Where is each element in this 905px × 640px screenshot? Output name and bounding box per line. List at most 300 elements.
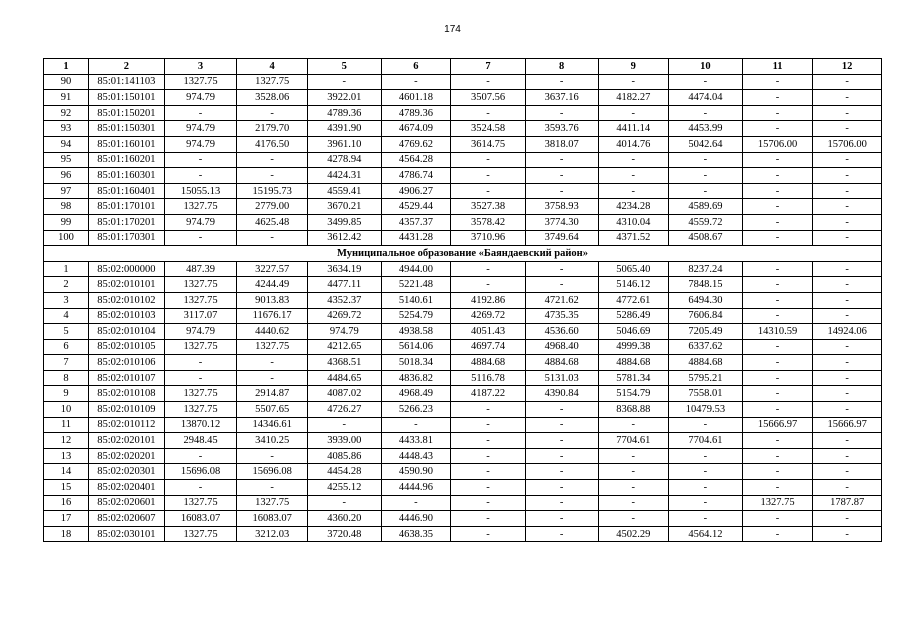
table-cell: 14310.59 [742, 324, 813, 340]
column-header: 5 [307, 59, 381, 75]
table-cell: 5042.64 [669, 136, 743, 152]
table-cell: - [742, 526, 813, 542]
column-header: 3 [164, 59, 237, 75]
table-cell: - [598, 152, 669, 168]
table-cell: - [742, 277, 813, 293]
table-cell: - [237, 152, 308, 168]
table-cell: 3507.56 [451, 90, 526, 106]
table-row [44, 121, 882, 137]
table-cell: - [742, 183, 813, 199]
table-body-section-heading [44, 246, 882, 262]
table-cell: - [742, 168, 813, 184]
table-cell: 11676.17 [237, 308, 308, 324]
table-cell: 4187.22 [451, 386, 526, 402]
table-cell: - [451, 402, 526, 418]
table-row [44, 152, 882, 168]
table-cell: 7606.84 [669, 308, 743, 324]
table-cell: - [669, 417, 743, 433]
table-cell: 4474.04 [669, 90, 743, 106]
table-cell: 3720.48 [307, 526, 381, 542]
column-header: 8 [525, 59, 598, 75]
table-cell: 85:02:000000 [89, 261, 165, 277]
table-cell: - [598, 183, 669, 199]
table-cell: - [525, 183, 598, 199]
table-cell: 974.79 [164, 121, 237, 137]
column-header: 1 [44, 59, 89, 75]
table-cell: - [742, 214, 813, 230]
table-cell: 8 [44, 370, 89, 386]
table-cell: 15666.97 [742, 417, 813, 433]
table-cell: 4444.96 [381, 480, 451, 496]
table-cell: 8368.88 [598, 402, 669, 418]
table-cell: 2914.87 [237, 386, 308, 402]
table-row [44, 74, 882, 90]
table-cell: 1327.75 [237, 495, 308, 511]
table-cell: - [525, 433, 598, 449]
table-cell: 4529.44 [381, 199, 451, 215]
table-cell: 4431.28 [381, 230, 451, 246]
table-cell: - [669, 464, 743, 480]
table-row [44, 402, 882, 418]
table-cell: 3 [44, 292, 89, 308]
table-cell: 12 [44, 433, 89, 449]
table-cell: - [237, 105, 308, 121]
table-cell: 5046.69 [598, 324, 669, 340]
table-cell: 15666.97 [813, 417, 882, 433]
table-cell: - [164, 152, 237, 168]
table-row [44, 511, 882, 527]
table-row [44, 136, 882, 152]
table-cell: 15706.00 [813, 136, 882, 152]
table-cell: - [813, 292, 882, 308]
table-cell: 85:02:030101 [89, 526, 165, 542]
column-header: 6 [381, 59, 451, 75]
table-cell: 85:02:010102 [89, 292, 165, 308]
table-cell: - [742, 292, 813, 308]
table-cell: - [742, 90, 813, 106]
table-cell: - [307, 495, 381, 511]
table-cell: 2779.00 [237, 199, 308, 215]
table-cell: 3410.25 [237, 433, 308, 449]
table-cell: - [451, 433, 526, 449]
table-cell: 4590.90 [381, 464, 451, 480]
table-cell: 7558.01 [669, 386, 743, 402]
table-cell: 5614.06 [381, 339, 451, 355]
table-cell: 4884.68 [598, 355, 669, 371]
table-cell: 4674.09 [381, 121, 451, 137]
table-cell: 4085.86 [307, 448, 381, 464]
table-cell: 1327.75 [164, 495, 237, 511]
table-row [44, 370, 882, 386]
table-cell: 4968.40 [525, 339, 598, 355]
table-cell: 1 [44, 261, 89, 277]
table-cell: 3499.85 [307, 214, 381, 230]
table-cell: - [669, 74, 743, 90]
table-cell: - [525, 74, 598, 90]
table-cell: - [237, 370, 308, 386]
table-cell: 85:02:020401 [89, 480, 165, 496]
table-cell: - [525, 495, 598, 511]
table-cell: 85:02:010105 [89, 339, 165, 355]
table-cell: - [742, 511, 813, 527]
table-cell: 4453.99 [669, 121, 743, 137]
table-cell: 1327.75 [164, 339, 237, 355]
table-cell: 3710.96 [451, 230, 526, 246]
table-cell: 4182.27 [598, 90, 669, 106]
table-cell: - [813, 168, 882, 184]
table-cell: 1327.75 [164, 292, 237, 308]
table-cell: 15 [44, 480, 89, 496]
table-cell: - [451, 277, 526, 293]
table-cell: - [598, 105, 669, 121]
table-cell: 4601.18 [381, 90, 451, 106]
table-cell: 9013.83 [237, 292, 308, 308]
table-cell: 1327.75 [164, 74, 237, 90]
table-cell: 4536.60 [525, 324, 598, 340]
table-cell: 4255.12 [307, 480, 381, 496]
table-cell: 4357.37 [381, 214, 451, 230]
table-cell: 85:02:020201 [89, 448, 165, 464]
table-cell: - [525, 417, 598, 433]
table-cell: 4368.51 [307, 355, 381, 371]
table-cell: 4735.35 [525, 308, 598, 324]
table-cell: 3614.75 [451, 136, 526, 152]
table-row [44, 90, 882, 106]
table-cell: 85:02:010104 [89, 324, 165, 340]
table-cell: 5065.40 [598, 261, 669, 277]
table-cell: - [669, 480, 743, 496]
table-cell: 85:01:150301 [89, 121, 165, 137]
table-cell: - [742, 433, 813, 449]
table-cell: - [813, 433, 882, 449]
table-cell: - [525, 448, 598, 464]
table-cell: - [598, 168, 669, 184]
table-cell: - [669, 511, 743, 527]
table-cell: 4448.43 [381, 448, 451, 464]
table-cell: 4433.81 [381, 433, 451, 449]
table-row [44, 292, 882, 308]
table-cell: - [813, 152, 882, 168]
table-cell: 5254.79 [381, 308, 451, 324]
section-title: Муниципальное образование «Баяндаевский район» [44, 246, 882, 262]
table-cell: 99 [44, 214, 89, 230]
table-cell: 85:01:160101 [89, 136, 165, 152]
table-cell: 5131.03 [525, 370, 598, 386]
table-cell: 4390.84 [525, 386, 598, 402]
table-cell: - [451, 183, 526, 199]
table-cell: 85:01:160301 [89, 168, 165, 184]
table-cell: - [237, 355, 308, 371]
table-cell: 98 [44, 199, 89, 215]
table-row [44, 355, 882, 371]
table-cell: - [813, 448, 882, 464]
table-cell: 4589.69 [669, 199, 743, 215]
table-cell: 4360.20 [307, 511, 381, 527]
column-header: 7 [451, 59, 526, 75]
table-cell: 4836.82 [381, 370, 451, 386]
table-cell: - [813, 511, 882, 527]
table-cell: 4906.27 [381, 183, 451, 199]
table-cell: 4477.11 [307, 277, 381, 293]
table-cell: - [237, 448, 308, 464]
table-cell: 8237.24 [669, 261, 743, 277]
table-row [44, 417, 882, 433]
table-cell: - [451, 74, 526, 90]
table-cell: 4502.29 [598, 526, 669, 542]
table-cell: - [813, 402, 882, 418]
table-cell: - [381, 74, 451, 90]
column-header: 10 [669, 59, 743, 75]
table-cell: - [381, 495, 451, 511]
table-cell: 4051.43 [451, 324, 526, 340]
table-cell: 7704.61 [598, 433, 669, 449]
table-cell: - [525, 105, 598, 121]
table-cell: 85:02:010103 [89, 308, 165, 324]
table-cell: 4564.12 [669, 526, 743, 542]
table-cell: - [813, 339, 882, 355]
table-cell: 97 [44, 183, 89, 199]
table-cell: 85:02:020301 [89, 464, 165, 480]
page-number: 174 [444, 24, 461, 35]
table-cell: 4772.61 [598, 292, 669, 308]
table-cell: 85:01:170101 [89, 199, 165, 215]
table-cell: 3212.03 [237, 526, 308, 542]
column-header: 11 [742, 59, 813, 75]
table-cell: 91 [44, 90, 89, 106]
table-cell: - [164, 230, 237, 246]
table-cell: - [237, 480, 308, 496]
data-table [43, 58, 882, 542]
table-row [44, 199, 882, 215]
table-cell: - [525, 402, 598, 418]
table-cell: 4087.02 [307, 386, 381, 402]
table-cell: - [164, 105, 237, 121]
table-cell: - [598, 448, 669, 464]
table-cell: 4721.62 [525, 292, 598, 308]
table-row [44, 464, 882, 480]
table-cell: 85:01:141103 [89, 74, 165, 90]
table-cell: - [742, 448, 813, 464]
table-cell: 85:02:010107 [89, 370, 165, 386]
table-cell: 1787.87 [813, 495, 882, 511]
table-cell: 14924.06 [813, 324, 882, 340]
table-cell: 3961.10 [307, 136, 381, 152]
table-cell: 7848.15 [669, 277, 743, 293]
table-cell: 3227.57 [237, 261, 308, 277]
table-cell: 15055.13 [164, 183, 237, 199]
table-cell: 4944.00 [381, 261, 451, 277]
table-cell: - [237, 168, 308, 184]
table-cell: - [669, 495, 743, 511]
table-cell: - [669, 152, 743, 168]
table-cell: 85:02:010108 [89, 386, 165, 402]
table-cell: 7704.61 [669, 433, 743, 449]
column-header: 9 [598, 59, 669, 75]
table-cell: 85:01:150201 [89, 105, 165, 121]
table-cell: 94 [44, 136, 89, 152]
table-cell: - [669, 448, 743, 464]
table-cell: 4234.28 [598, 199, 669, 215]
table-cell: 3524.58 [451, 121, 526, 137]
table-cell: - [742, 464, 813, 480]
table-cell: 4999.38 [598, 339, 669, 355]
table-cell: - [307, 417, 381, 433]
table-cell: 2 [44, 277, 89, 293]
table-cell: - [451, 261, 526, 277]
table-cell: - [813, 370, 882, 386]
table-cell: - [451, 448, 526, 464]
table-cell: - [451, 480, 526, 496]
table-cell: - [525, 480, 598, 496]
table-cell: - [598, 74, 669, 90]
column-header: 4 [237, 59, 308, 75]
table-cell: 5221.48 [381, 277, 451, 293]
table-row [44, 183, 882, 199]
table-cell: - [813, 183, 882, 199]
table-cell: - [237, 230, 308, 246]
table-cell: 4269.72 [307, 308, 381, 324]
table-cell: - [742, 339, 813, 355]
table-cell: 4446.90 [381, 511, 451, 527]
table-cell: 15696.08 [164, 464, 237, 480]
column-header: 2 [89, 59, 165, 75]
table-cell: 5140.61 [381, 292, 451, 308]
table-cell: 4424.31 [307, 168, 381, 184]
table-cell: 85:01:160201 [89, 152, 165, 168]
table-cell: 3939.00 [307, 433, 381, 449]
table-cell: 3774.30 [525, 214, 598, 230]
table-cell: 2179.70 [237, 121, 308, 137]
table-cell: - [525, 277, 598, 293]
table-cell: 5018.34 [381, 355, 451, 371]
table-cell: - [742, 74, 813, 90]
table-cell: 974.79 [164, 324, 237, 340]
table-row [44, 168, 882, 184]
table-cell: 4484.65 [307, 370, 381, 386]
table-cell: - [598, 480, 669, 496]
table-cell: 4 [44, 308, 89, 324]
table-cell: 5795.21 [669, 370, 743, 386]
table-cell: 5146.12 [598, 277, 669, 293]
table-row [44, 480, 882, 496]
table-cell: 4269.72 [451, 308, 526, 324]
table-cell: 4352.37 [307, 292, 381, 308]
table-cell: 7205.49 [669, 324, 743, 340]
table-cell: - [742, 152, 813, 168]
table-cell: 85:01:150101 [89, 90, 165, 106]
table-cell: 16083.07 [164, 511, 237, 527]
table-cell: 3528.06 [237, 90, 308, 106]
table-cell: 4625.48 [237, 214, 308, 230]
table-cell: - [164, 168, 237, 184]
table-cell: 974.79 [164, 136, 237, 152]
table-cell: - [525, 526, 598, 542]
table-cell: - [742, 355, 813, 371]
table-cell: - [451, 168, 526, 184]
table-cell: - [813, 199, 882, 215]
table-cell: - [525, 464, 598, 480]
table-cell: 4786.74 [381, 168, 451, 184]
table-cell: - [451, 105, 526, 121]
table-cell: 5286.49 [598, 308, 669, 324]
table-cell: 974.79 [164, 214, 237, 230]
table-cell: 93 [44, 121, 89, 137]
table-cell: 3612.42 [307, 230, 381, 246]
table-cell: 6337.62 [669, 339, 743, 355]
table-cell: - [598, 464, 669, 480]
table-cell: - [813, 74, 882, 90]
table-cell: 5507.65 [237, 402, 308, 418]
table-cell: 4411.14 [598, 121, 669, 137]
table-cell: 4192.86 [451, 292, 526, 308]
table-cell: 3634.19 [307, 261, 381, 277]
table-cell: - [164, 448, 237, 464]
table-cell: 1327.75 [742, 495, 813, 511]
table-cell: - [164, 370, 237, 386]
table-row [44, 433, 882, 449]
table-cell: 85:02:010106 [89, 355, 165, 371]
table-cell: 974.79 [164, 90, 237, 106]
table-cell: 4789.36 [307, 105, 381, 121]
table-row [44, 308, 882, 324]
table-row [44, 448, 882, 464]
table-cell: - [598, 495, 669, 511]
table-cell: 5154.79 [598, 386, 669, 402]
table-cell: 16083.07 [237, 511, 308, 527]
table-cell: - [813, 308, 882, 324]
table-cell: 18 [44, 526, 89, 542]
table-cell: 1327.75 [164, 199, 237, 215]
table-cell: 4278.94 [307, 152, 381, 168]
table-cell: 1327.75 [164, 386, 237, 402]
table-cell: - [451, 495, 526, 511]
table-cell: 92 [44, 105, 89, 121]
table-cell: 3749.64 [525, 230, 598, 246]
table-cell: 15706.00 [742, 136, 813, 152]
table-cell: 4440.62 [237, 324, 308, 340]
table-cell: 3758.93 [525, 199, 598, 215]
table-row [44, 526, 882, 542]
table-cell: 4769.62 [381, 136, 451, 152]
table-cell: - [742, 121, 813, 137]
table-cell: - [164, 480, 237, 496]
table-cell: - [742, 261, 813, 277]
table-cell: 14 [44, 464, 89, 480]
table-cell: 15696.08 [237, 464, 308, 480]
table-cell: 4559.72 [669, 214, 743, 230]
table-cell: 1327.75 [237, 339, 308, 355]
table-cell: - [813, 121, 882, 137]
table-cell: 487.39 [164, 261, 237, 277]
table-cell: - [451, 152, 526, 168]
table-cell: 95 [44, 152, 89, 168]
table-cell: - [813, 464, 882, 480]
table-cell: - [598, 417, 669, 433]
table-cell: 13 [44, 448, 89, 464]
table-cell: - [451, 511, 526, 527]
table-cell: 11 [44, 417, 89, 433]
table-cell: - [742, 199, 813, 215]
table-cell: - [451, 526, 526, 542]
table-cell: 85:02:020607 [89, 511, 165, 527]
table-cell: 4884.68 [451, 355, 526, 371]
table-cell: 4212.65 [307, 339, 381, 355]
table-cell: 100 [44, 230, 89, 246]
table-cell: 4244.49 [237, 277, 308, 293]
table-cell: 3527.38 [451, 199, 526, 215]
table-cell: 4559.41 [307, 183, 381, 199]
table-cell: 4968.49 [381, 386, 451, 402]
